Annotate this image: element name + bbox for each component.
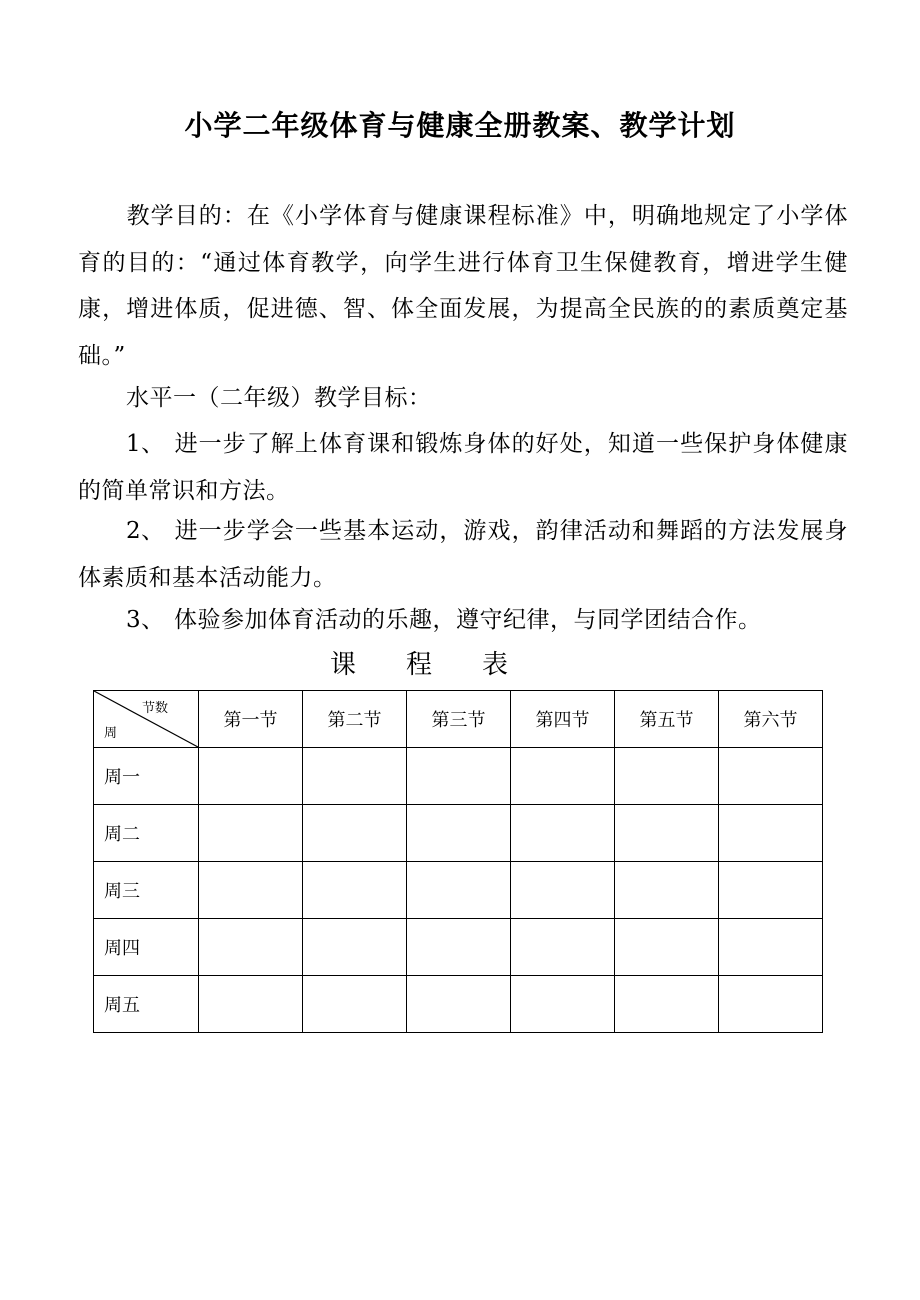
column-header: 第一节 <box>199 691 303 748</box>
table-cell <box>303 862 407 919</box>
goal-item <box>78 597 848 644</box>
goal-number: 3、 <box>126 607 165 633</box>
schedule-title <box>330 645 558 685</box>
table-cell <box>511 748 615 805</box>
column-header: 第五节 <box>615 691 719 748</box>
table-cell <box>407 919 511 976</box>
row-header: 周四 <box>94 919 199 976</box>
goal-item <box>78 421 848 514</box>
purpose-paragraph <box>78 193 848 379</box>
table-cell <box>303 748 407 805</box>
table-cell <box>615 805 719 862</box>
column-header: 第二节 <box>303 691 407 748</box>
schedule-title-char: 程 <box>406 650 433 680</box>
row-header: 周五 <box>94 976 199 1033</box>
table-cell <box>303 976 407 1033</box>
table-cell <box>511 919 615 976</box>
table-row <box>94 919 823 976</box>
table-cell <box>407 805 511 862</box>
goals-heading <box>78 375 848 422</box>
goal-number: 1、 <box>126 431 165 457</box>
table-row <box>94 805 823 862</box>
table-cell <box>407 748 511 805</box>
table-cell <box>719 862 823 919</box>
table-cell <box>719 919 823 976</box>
goal-text: 进一步学会一些基本运动，游戏，韵律活动和舞蹈的方法发展身体素质和基本活动能力。 <box>78 518 848 591</box>
table-row <box>94 976 823 1033</box>
row-header: 周一 <box>94 748 199 805</box>
corner-header-cell <box>94 691 199 748</box>
column-header: 第四节 <box>511 691 615 748</box>
schedule-title-char: 表 <box>482 650 509 680</box>
purpose-text: 教学目的：在《小学体育与健康课程标准》中，明确地规定了小学体育的目的：“通过体育教学，向学生进行体育卫生保健教育，增进学生健康，增进体质，促进德、智、体全面发展，为提高全民族的的素质奠定基础。” <box>78 203 848 369</box>
table-cell <box>407 976 511 1033</box>
table-cell <box>407 862 511 919</box>
table-header-row <box>94 691 823 748</box>
goals-heading-text: 水平一（二年级）教学目标： <box>126 385 432 411</box>
table-cell <box>615 748 719 805</box>
table-cell <box>511 976 615 1033</box>
goal-number: 2、 <box>126 518 165 544</box>
goal-text: 进一步了解上体育课和锻炼身体的好处，知道一些保护身体健康的简单常识和方法。 <box>78 431 848 504</box>
goal-item <box>78 508 848 601</box>
table-cell <box>719 805 823 862</box>
table-cell <box>719 748 823 805</box>
table-cell <box>199 919 303 976</box>
schedule-table <box>93 690 823 1033</box>
corner-top-label: 节数 <box>141 701 168 716</box>
document-title: 小学二年级体育与健康全册教案、教学计划 <box>184 109 736 142</box>
table-row <box>94 862 823 919</box>
row-header: 周三 <box>94 862 199 919</box>
schedule-title-char: 课 <box>330 650 357 680</box>
table-cell <box>615 919 719 976</box>
table-row <box>94 748 823 805</box>
row-header: 周二 <box>94 805 199 862</box>
goal-text: 体验参加体育活动的乐趣，遵守纪律，与同学团结合作。 <box>174 607 762 633</box>
table-cell <box>303 805 407 862</box>
table-cell <box>303 919 407 976</box>
table-cell <box>719 976 823 1033</box>
table-cell <box>615 976 719 1033</box>
table-cell <box>199 862 303 919</box>
table-cell <box>199 748 303 805</box>
table-cell <box>511 862 615 919</box>
corner-bottom-label: 周 <box>104 726 118 741</box>
column-header: 第六节 <box>719 691 823 748</box>
column-header: 第三节 <box>407 691 511 748</box>
table-cell <box>615 862 719 919</box>
table-cell <box>199 976 303 1033</box>
table-cell <box>511 805 615 862</box>
table-cell <box>199 805 303 862</box>
